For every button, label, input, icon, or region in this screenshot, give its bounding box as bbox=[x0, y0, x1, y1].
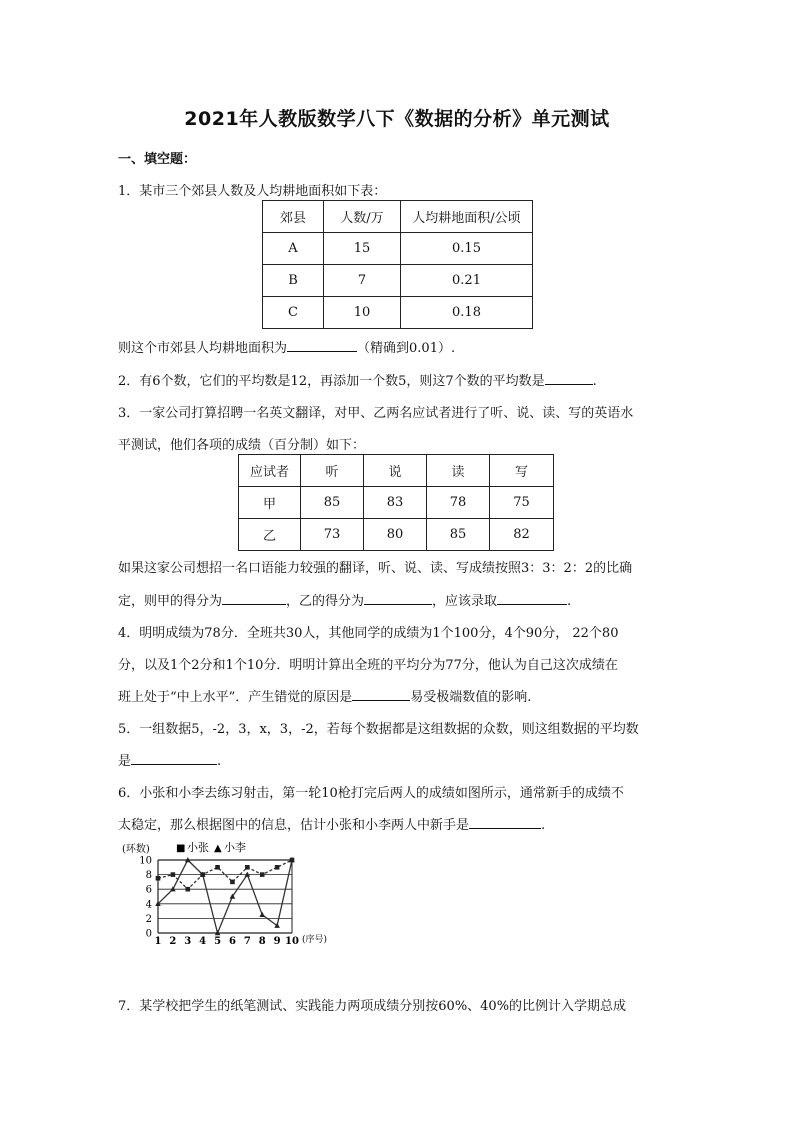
table-cell: 73 bbox=[301, 519, 364, 551]
table-cell: 乙 bbox=[239, 519, 301, 551]
data-point-li bbox=[259, 912, 265, 917]
table-cell: 82 bbox=[490, 519, 554, 551]
q3-text: . bbox=[567, 594, 572, 609]
q4-text: 班上处于“中上水平”．产生错觉的原因是 bbox=[118, 690, 353, 705]
q1-stem: 1．某市三个郊县人数及人均耕地面积如下表： bbox=[118, 184, 387, 199]
y-tick-label: 6 bbox=[145, 884, 152, 896]
q3-table bbox=[238, 454, 554, 551]
answer-blank[interactable] bbox=[364, 592, 432, 605]
chart-legend bbox=[176, 840, 246, 854]
data-point-zhang bbox=[185, 887, 190, 892]
table-header: 人数/万 bbox=[324, 201, 401, 233]
x-tick-label: 10 bbox=[285, 936, 299, 947]
data-point-zhang bbox=[245, 865, 250, 870]
answer-blank[interactable] bbox=[469, 816, 541, 829]
q6-line2 bbox=[118, 814, 545, 833]
table-cell: A bbox=[263, 233, 324, 265]
x-tick-label: 9 bbox=[273, 936, 281, 947]
data-point-zhang bbox=[230, 880, 235, 885]
table-cell: 85 bbox=[427, 519, 490, 551]
y-tick-label: 8 bbox=[145, 870, 152, 882]
y-tick-label: 4 bbox=[145, 899, 152, 911]
x-tick-label: 1 bbox=[154, 936, 162, 947]
table-header: 郊县 bbox=[263, 201, 324, 233]
data-point-zhang bbox=[171, 872, 176, 877]
answer-blank[interactable] bbox=[497, 592, 567, 605]
data-point-zhang bbox=[156, 876, 161, 881]
q6-line1: 6．小张和小李去练习射击，第一轮10枪打完后两人的成绩如图所示，通常新手的成绩不 bbox=[118, 786, 624, 801]
q3-line1: 3．一家公司打算招聘一名英文翻译，对甲、乙两名应试者进行了听、说、读、写的英语水 bbox=[118, 406, 634, 421]
data-point-zhang bbox=[275, 865, 280, 870]
table-cell: 15 bbox=[324, 233, 401, 265]
table-cell: 83 bbox=[364, 487, 427, 519]
y-tick-label: 0 bbox=[145, 928, 152, 940]
q2-text: 2．有6个数，它们的平均数是12，再添加一个数5，则这7个数的平均数是 bbox=[118, 374, 545, 389]
table-header: 应试者 bbox=[239, 455, 301, 487]
q3-text: ，应该录取 bbox=[432, 594, 498, 609]
q5-line2 bbox=[118, 750, 221, 769]
q5-text: . bbox=[217, 754, 222, 769]
y-axis-label: (环数) bbox=[122, 844, 150, 855]
answer-blank[interactable] bbox=[222, 592, 286, 605]
legend-marker-triangle: ▲ bbox=[214, 843, 222, 854]
data-point-zhang bbox=[260, 872, 265, 877]
answer-blank[interactable] bbox=[287, 339, 357, 352]
x-tick-label: 4 bbox=[199, 936, 207, 947]
table-cell: 75 bbox=[490, 487, 554, 519]
q2-text: . bbox=[592, 374, 597, 389]
q7-line1: 7．某学校把学生的纸笔测试、实践能力两项成绩分别按60%、40%的比例计入学期总成 bbox=[118, 999, 627, 1014]
q3-line3: 如果这家公司想招一名口语能力较强的翻译，听、说、读、写成绩按照3：3：2：2的比确 bbox=[118, 561, 633, 576]
x-axis-label: (序号) bbox=[302, 935, 328, 945]
q4-text: 易受极端数值的影响. bbox=[410, 690, 532, 705]
table-cell: B bbox=[263, 265, 324, 297]
q3-text: ，乙的得分为 bbox=[286, 594, 365, 609]
table-cell: 85 bbox=[301, 487, 364, 519]
table-header: 读 bbox=[427, 455, 490, 487]
y-tick-label: 2 bbox=[145, 913, 152, 925]
x-tick-label: 7 bbox=[243, 936, 251, 947]
data-point-zhang bbox=[215, 865, 220, 870]
y-tick-label: 10 bbox=[139, 855, 152, 867]
x-tick-label: 5 bbox=[214, 936, 222, 947]
q5-text: 是 bbox=[118, 754, 132, 769]
q6-text: 太稳定，那么根据图中的信息，估计小张和小李两人中新手是 bbox=[118, 818, 470, 833]
answer-blank[interactable] bbox=[352, 688, 410, 701]
q1-text: （精确到0.01）. bbox=[357, 341, 456, 356]
table-cell: 80 bbox=[364, 519, 427, 551]
table-header: 人均耕地面积/公顷 bbox=[401, 201, 533, 233]
q3-text: 定，则甲的得分为 bbox=[118, 594, 223, 609]
q4-line3 bbox=[118, 686, 531, 705]
q3-line4 bbox=[118, 590, 571, 609]
table-header: 写 bbox=[490, 455, 554, 487]
table-cell: 7 bbox=[324, 265, 401, 297]
document-title: 2021年人教版数学八下《数据的分析》单元测试 bbox=[184, 108, 610, 130]
table-cell: 78 bbox=[427, 487, 490, 519]
q4-line2: 分，以及1个2分和1个10分．明明计算出全班的平均分为77分，他认为自己这次成绩在 bbox=[118, 658, 618, 673]
section-heading: 一、填空题： bbox=[118, 152, 197, 167]
x-tick-label: 6 bbox=[228, 936, 236, 947]
table-cell: 甲 bbox=[239, 487, 301, 519]
x-tick-label: 8 bbox=[258, 936, 266, 947]
table-cell: 0.21 bbox=[401, 265, 533, 297]
q1-answer-line bbox=[118, 337, 455, 356]
series-line-li bbox=[158, 860, 292, 933]
answer-blank[interactable] bbox=[131, 752, 217, 765]
shooting-scores-chart bbox=[118, 838, 338, 948]
q5-line1: 5．一组数据5，-2，3，x，3，-2，若每个数据都是这组数据的众数，则这组数据的平均数 bbox=[118, 722, 639, 737]
table-header: 听 bbox=[301, 455, 364, 487]
x-tick-label: 3 bbox=[184, 936, 192, 947]
q1-text: 则这个市郊县人均耕地面积为 bbox=[118, 341, 288, 356]
table-cell: 10 bbox=[324, 297, 401, 329]
x-tick-label: 2 bbox=[169, 936, 177, 947]
legend-marker-square: ■ bbox=[176, 843, 186, 854]
q2-line bbox=[118, 370, 597, 389]
answer-blank[interactable] bbox=[545, 372, 593, 385]
data-point-li bbox=[245, 872, 251, 877]
q4-line1: 4．明明成绩为78分．全班共30人，其他同学的成绩为1个100分，4个90分， 22个80 bbox=[118, 626, 619, 641]
q6-text: . bbox=[541, 818, 546, 833]
q3-line2: 平测试，他们各项的成绩（百分制）如下： bbox=[118, 438, 366, 453]
table-header: 说 bbox=[364, 455, 427, 487]
table-cell: 0.18 bbox=[401, 297, 533, 329]
table-cell: 0.15 bbox=[401, 233, 533, 265]
legend-label-zhang: 小张 bbox=[187, 841, 209, 854]
legend-label-li: 小李 bbox=[224, 841, 246, 854]
q1-table bbox=[262, 200, 533, 329]
table-cell: C bbox=[263, 297, 324, 329]
